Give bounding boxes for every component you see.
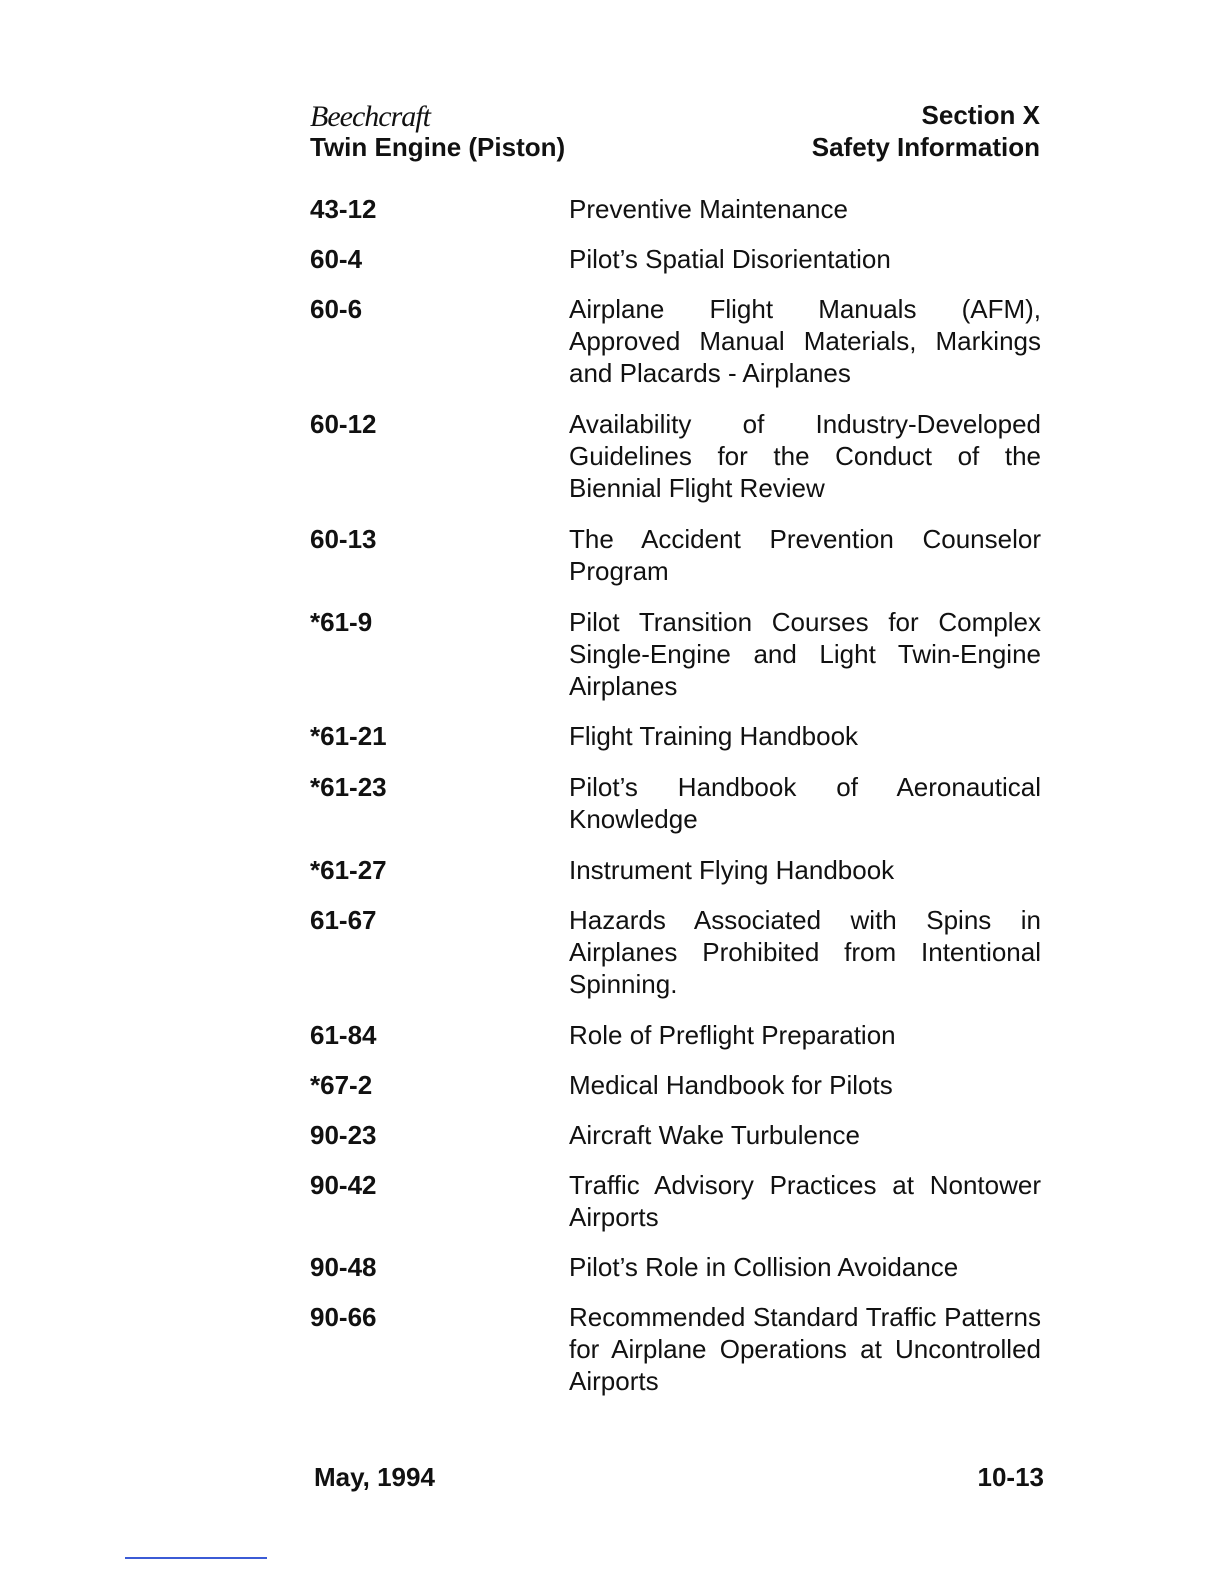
list-item	[310, 771, 1042, 854]
entry-number: 61-67	[310, 905, 377, 935]
entry-number: *61-9	[310, 607, 373, 637]
footer-date: May, 1994	[314, 1462, 435, 1492]
entry-title: Role of Preflight Preparation	[569, 1020, 896, 1050]
list-item	[310, 606, 1042, 720]
entry-number: *61-27	[310, 855, 387, 885]
list-item	[310, 243, 1042, 293]
entry-number: *61-23	[310, 772, 387, 802]
entry-number: 60-4	[310, 244, 363, 274]
entry-number: 90-23	[310, 1120, 377, 1150]
list-item	[310, 854, 1042, 904]
entry-title: Flight Training Handbook	[569, 721, 859, 751]
entry-title: Preventive Maintenance	[569, 194, 848, 224]
entry-number: 61-84	[310, 1020, 377, 1050]
entry-title: Pilot Transition Courses for Complex Single-Engine and Light Twin-Engine Airplanes	[569, 607, 1041, 701]
entry-title: Aircraft Wake Turbulence	[569, 1120, 860, 1150]
list-item	[310, 408, 1042, 523]
entry-title: Traffic Advisory Practices at Nontower Airports	[569, 1170, 1041, 1232]
page-header	[310, 96, 1040, 166]
section-title: Safety Information	[811, 132, 1040, 162]
entry-number: *67-2	[310, 1070, 373, 1100]
list-item	[310, 193, 1042, 243]
brand-logo: Beechcraft	[310, 100, 430, 133]
page-number: 10-13	[977, 1462, 1044, 1492]
entry-title: Availability of Industry-Developed Guidelines for the Conduct of the Biennial Flight Review	[569, 409, 1041, 503]
entry-number: 60-6	[310, 294, 363, 324]
entry-title: Airplane Flight Manuals (AFM), Approved Manual Materials, Markings and Placards - Airplanes	[569, 294, 1041, 388]
entry-number: 90-66	[310, 1302, 377, 1332]
list-item	[310, 1069, 1042, 1119]
list-item	[310, 523, 1042, 606]
entry-title: The Accident Prevention Counselor Program	[569, 524, 1041, 586]
header-subtitle: Twin Engine (Piston)	[310, 132, 566, 162]
entry-title: Medical Handbook for Pilots	[569, 1070, 893, 1100]
entry-title: Recommended Standard Traffic Patterns for Airplane Operations at Uncontrolled Airports	[569, 1302, 1041, 1396]
entry-number: 60-12	[310, 409, 377, 439]
entry-title: Pilot’s Spatial Disorientation	[569, 244, 891, 274]
list-item	[310, 293, 1042, 408]
list-item	[310, 1119, 1042, 1169]
entry-number: 90-48	[310, 1252, 377, 1282]
list-item	[310, 904, 1042, 1019]
list-item	[310, 1301, 1042, 1401]
entry-number: 90-42	[310, 1170, 377, 1200]
list-item	[310, 1169, 1042, 1251]
entry-number: 60-13	[310, 524, 377, 554]
entry-title: Pilot’s Handbook of Aeronautical Knowledge	[569, 772, 1041, 834]
section-label: Section X	[921, 100, 1040, 130]
list-item	[310, 720, 1042, 771]
circular-list	[310, 193, 1042, 1401]
page-footer	[314, 1462, 1044, 1496]
entry-title: Pilot’s Role in Collision Avoidance	[569, 1252, 959, 1282]
list-item	[310, 1019, 1042, 1069]
entry-number: 43-12	[310, 194, 377, 224]
entry-number: *61-21	[310, 721, 387, 751]
bottom-divider	[125, 1557, 267, 1559]
list-item	[310, 1251, 1042, 1301]
entry-title: Instrument Flying Handbook	[569, 855, 895, 885]
entry-title: Hazards Associated with Spins in Airplanes Prohibited from Intentional Spinning.	[569, 905, 1041, 999]
